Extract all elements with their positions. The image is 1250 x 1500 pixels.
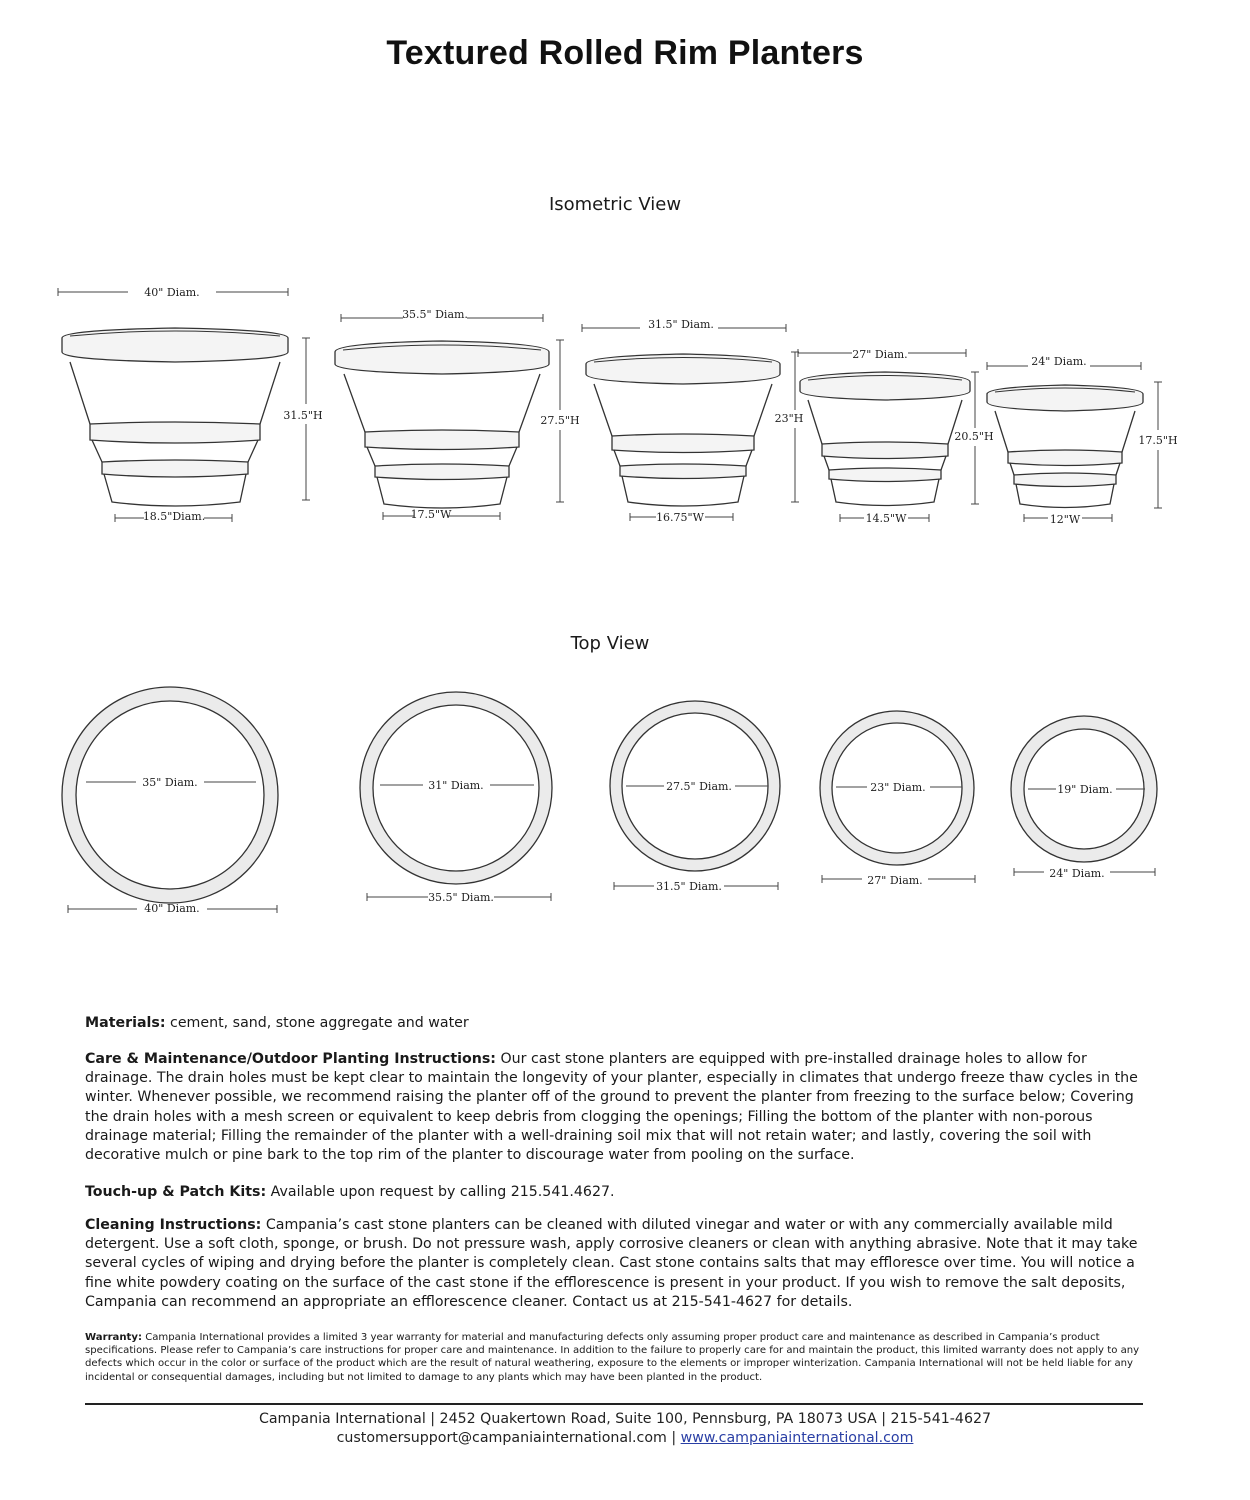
- planter-4-top-diam-label: 27" Diam.: [852, 348, 908, 361]
- planter-4-elevation: [800, 372, 970, 506]
- materials-text: cement, sand, stone aggregate and water: [165, 1015, 469, 1031]
- page-title: Textured Rolled Rim Planters: [386, 34, 864, 72]
- footer-contact: [0, 1429, 1250, 1448]
- materials-section: [85, 1014, 1147, 1033]
- planter-1-outer-diam-label: 40" Diam.: [144, 902, 200, 915]
- isometric-view-heading: Isometric View: [548, 194, 682, 215]
- cleaning-section: [85, 1216, 1147, 1312]
- planter-2-base-label: 17.5"W: [410, 508, 452, 521]
- planter-5-top-diam-label: 24" Diam.: [1031, 355, 1087, 368]
- footer-email: customersupport@campaniainternational.com |: [336, 1430, 681, 1446]
- planter-1-base-label: 18.5"Diam.: [142, 510, 206, 523]
- planter-5-base-label: 12"W: [1049, 513, 1081, 526]
- care-section: [85, 1050, 1147, 1165]
- footer-divider: [85, 1403, 1143, 1405]
- planter-2-outer-diam-label: 35.5" Diam.: [428, 891, 494, 904]
- planter-3-outer-diam-label: 31.5" Diam.: [656, 880, 722, 893]
- care-label: Care & Maintenance/Outdoor Planting Instructions:: [85, 1051, 496, 1067]
- planter-2-inner-diam-label: 31" Diam.: [428, 779, 484, 792]
- planter-3-inner-diam-label: 27.5" Diam.: [666, 780, 732, 793]
- planter-1-top: [62, 687, 278, 903]
- planter-5-outer-diam-label: 24" Diam.: [1049, 867, 1105, 880]
- warranty-text: Campania International provides a limited 3 year warranty for material and manufacturing defects only assuming proper product care and maintenance as described in Campania’s product specifications. Please refer to Campania’s care instructions for proper care and maintenance. In addition to the failure to properly care for and maintain the product, this limited warranty does not apply to any defects which occur in the color or surface of the product which are the result of natural weathering, exposure to the elements or improper winterization. Campania International will not be held liable for any incidental or consequential damages, including but not limited to damage to any plants which may have been planted in the product.: [85, 1332, 1140, 1383]
- top-view-heading: Top View: [570, 633, 650, 654]
- planter-2-height-label: 27.5"H: [540, 414, 580, 427]
- planter-1-inner-diam-label: 35" Diam.: [142, 776, 198, 789]
- footer: [0, 1410, 1250, 1448]
- planter-3-base-label: 16.75"W: [656, 511, 704, 524]
- planter-5-inner-diam-label: 19" Diam.: [1057, 783, 1113, 796]
- planter-3-height-label: 23"H: [774, 412, 804, 425]
- planter-4-base-label: 14.5"W: [865, 512, 907, 525]
- touchup-section: [85, 1183, 1147, 1202]
- website-link[interactable]: www.campaniainternational.com: [680, 1430, 914, 1446]
- touchup-text: Available upon request by calling 215.541.4627.: [266, 1184, 615, 1200]
- planter-2-elevation: [335, 341, 549, 508]
- planter-1-elevation: [62, 328, 288, 506]
- planter-4-outer-diam-label: 27" Diam.: [867, 874, 923, 887]
- planter-5-height-label: 17.5"H: [1138, 434, 1178, 447]
- planter-2-top-diam-label: 35.5" Diam.: [402, 308, 468, 321]
- planter-3-elevation: [586, 354, 780, 506]
- warranty-section: [85, 1331, 1147, 1384]
- warranty-label: Warranty:: [85, 1332, 142, 1343]
- touchup-label: Touch-up & Patch Kits:: [85, 1184, 267, 1200]
- planter-4-height-label: 20.5"H: [954, 430, 994, 443]
- care-text: Our cast stone planters are equipped with pre-installed drainage holes to allow for drainage. The drain holes must be kept clear to maintain the longevity of your planter, especially in climates that undergo freeze thaw cycles in the winter. Whenever possible, we recommend raising the planter off of the ground to prevent the planter from freezing to the surface below; Covering the drain holes with a mesh screen or equivalent to keep debris from clogging the openings; Filling the bottom of the planter with non-porous drainage material; Filling the remainder of the planter with a well-draining soil mix that will not retain water; and lastly, covering the soil with decorative mulch or pine bark to the top rim of the planter to discourage water from pooling on the surface.: [85, 1051, 1138, 1164]
- planter-1-height-label: 31.5"H: [283, 409, 323, 422]
- footer-address: Campania International | 2452 Quakertown Road, Suite 100, Pennsburg, PA 18073 USA | 215-541-4627: [258, 1411, 992, 1427]
- planter-3-top-diam-label: 31.5" Diam.: [648, 318, 714, 331]
- planter-1-top-diam-label: 40" Diam.: [144, 286, 200, 299]
- cleaning-label: Cleaning Instructions:: [85, 1217, 262, 1233]
- planter-5-elevation: [987, 385, 1143, 508]
- planter-4-inner-diam-label: 23" Diam.: [870, 781, 926, 794]
- materials-label: Materials:: [85, 1015, 166, 1031]
- cleaning-text: Campania’s cast stone planters can be cleaned with diluted vinegar and water or with any commercially available mild detergent. Use a soft cloth, sponge, or brush. Do not pressure wash, apply corrosive cleaners or clean with anything abrasive. Note that it may take several cycles of wiping and drying before the planter is completely clean. Cast stone contains salts that may effloresce over time. You will notice a fine white powdery coating on the surface of the cast stone if the efflorescence is present in your product. If you wish to remove the salt deposits, Campania can recommend an appropriate an efflorescence cleaner. Contact us at 215-541-4627 for details.: [85, 1217, 1138, 1310]
